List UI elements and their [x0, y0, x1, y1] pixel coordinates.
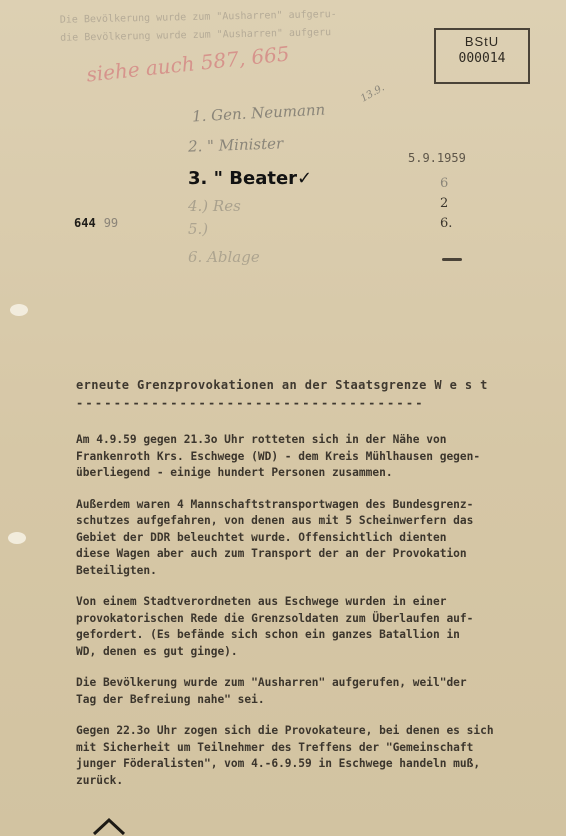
heading-underline: -------------------------------------: [76, 396, 425, 410]
faded-header-line: die Bevölkerung wurde zum "Ausharren" aufgeru: [60, 27, 332, 44]
side-number: 2: [440, 196, 449, 211]
body-paragraph: Von einem Stadtverordneten aus Eschwege wurden in einer provokatorischen Rede die Grenzsoldaten zum Überlaufen auf- gefordert. (Es befände sich schon ein ganzes Batallion in WD, denen es gut ginge).: [76, 595, 474, 658]
binder-clip-icon: [92, 812, 126, 836]
faded-header-text: [60, 4, 421, 48]
reference-number: [74, 216, 118, 230]
punch-hole: [8, 532, 26, 544]
body-paragraph: Gegen 22.3o Uhr zogen sich die Provokateure, bei denen es sich mit Sicherheit um Teilnehmer des Treffens der "Gemeinschaft junger Föderalisten", vom 4.-6.9.59 in Eschwege handeln muß, zurück.: [76, 724, 494, 787]
red-handwritten-note: siehe auch 587, 665: [85, 41, 291, 87]
stamp-title: BStU: [464, 34, 500, 49]
distribution-item: 5.): [188, 220, 209, 238]
document-heading: erneute Grenzprovokationen an der Staatsgrenze W e s t: [76, 378, 488, 392]
distribution-item: 3. " Beater✓: [188, 168, 313, 189]
side-number: 6.: [440, 216, 453, 231]
document-body: [76, 432, 536, 804]
distribution-item: 1. Gen. Neumann: [191, 100, 326, 126]
body-paragraph: Die Bevölkerung wurde zum "Ausharren" aufgerufen, weil"der Tag der Befreiung nahe" sei.: [76, 676, 467, 706]
punch-hole: [10, 304, 28, 316]
reference-number-main: 644: [74, 216, 96, 230]
body-paragraph: Am 4.9.59 gegen 21.3o Uhr rotteten sich in der Nähe von Frankenroth Krs. Eschwege (WD) - dem Kreis Mühlhausen gegen- überliegend - einige hundert Personen zusammen.: [76, 433, 481, 479]
pen-dash-mark: [442, 258, 462, 261]
document-date: 5.9.1959: [408, 151, 466, 165]
handwritten-date-note: 13.9.: [358, 82, 387, 105]
stamp-number: 000014: [458, 51, 506, 66]
reference-number-year: 99: [103, 216, 119, 230]
faded-header-line: Die Bevölkerung wurde zum "Ausharren" aufgeru-: [59, 8, 337, 26]
side-number: 6: [440, 176, 449, 191]
body-paragraph: Außerdem waren 4 Mannschaftstransportwagen des Bundesgrenz- schutzes aufgefahren, von denen aus mit 5 Scheinwerfern das Gebiet der DDR beleuchtet wurde. Offensichtlich dienten diese Wagen aber auch zum Transport der an der Provokation Beteiligten.: [76, 497, 474, 577]
distribution-item: 6. Ablage: [188, 248, 260, 266]
distribution-item: 4.) Res: [188, 197, 241, 215]
bstu-stamp: [434, 28, 530, 84]
distribution-item: 2. " Minister: [187, 134, 284, 156]
